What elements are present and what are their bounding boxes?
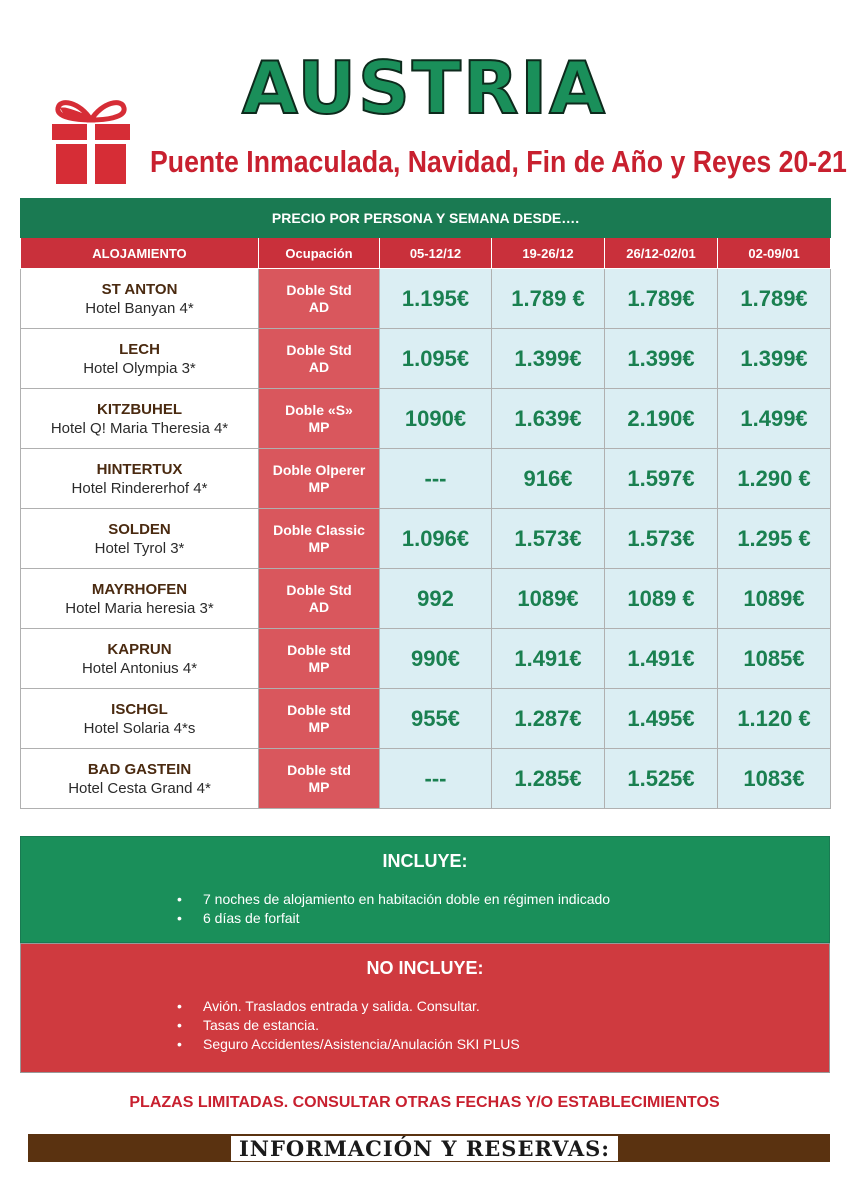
board-type: AD	[308, 358, 330, 375]
board-type: MP	[308, 538, 330, 555]
occupancy-cell	[259, 629, 380, 689]
price-cell: 2.190€	[605, 389, 718, 449]
includes-list	[21, 890, 829, 928]
price-cell: 1.597€	[605, 449, 718, 509]
room-type: Doble std	[287, 641, 351, 658]
destination-name: BAD GASTEIN	[87, 760, 192, 778]
column-header: ALOJAMIENTO	[21, 238, 259, 269]
hotel-cell	[21, 389, 259, 449]
occupancy-cell	[259, 509, 380, 569]
list-item: • 6 días de forfait	[203, 909, 829, 928]
hotel-cell	[21, 329, 259, 389]
price-table	[20, 198, 831, 809]
hotel-name: Hotel Banyan 4*	[85, 299, 194, 317]
destination-name: ISCHGL	[111, 700, 168, 718]
hotel-name: Hotel Q! Maria Theresia 4*	[50, 419, 229, 437]
table-row	[21, 449, 831, 509]
price-cell: 1.096€	[380, 509, 492, 569]
hotel-name: Hotel Cesta Grand 4*	[68, 779, 211, 797]
destination-name: SOLDEN	[108, 520, 171, 538]
page-title: AUSTRIA	[242, 46, 607, 130]
table-row	[21, 509, 831, 569]
hotel-cell	[21, 449, 259, 509]
price-cell: 1090€	[380, 389, 492, 449]
room-type: Doble Classic	[273, 521, 365, 538]
list-item: • Tasas de estancia.	[203, 1016, 829, 1035]
info-bar-label	[0, 1134, 849, 1162]
price-cell: 1083€	[718, 749, 831, 809]
destination-name: MAYRHOFEN	[91, 580, 188, 598]
hotel-name: Hotel Solaria 4*s	[83, 719, 196, 737]
board-type: AD	[308, 598, 330, 615]
price-cell: 1.287€	[492, 689, 605, 749]
table-row	[21, 749, 831, 809]
price-cell: 1089€	[718, 569, 831, 629]
table-row	[21, 269, 831, 329]
price-cell: ---	[380, 749, 492, 809]
room-type: Doble Std	[286, 341, 352, 358]
destination-name: KAPRUN	[107, 640, 172, 658]
excludes-list	[21, 997, 829, 1054]
hotel-name: Hotel Maria heresia 3*	[65, 599, 214, 617]
occupancy-cell	[259, 389, 380, 449]
occupancy-cell	[259, 329, 380, 389]
table-row	[21, 689, 831, 749]
room-type: Doble std	[287, 761, 351, 778]
column-header: 05-12/12	[380, 238, 492, 269]
table-row	[21, 569, 831, 629]
price-cell: 1.120 €	[718, 689, 831, 749]
price-cell: 1.495€	[605, 689, 718, 749]
destination-name: ST ANTON	[101, 280, 178, 298]
excludes-box	[20, 943, 830, 1073]
board-type: MP	[308, 718, 330, 735]
destination-name: HINTERTUX	[96, 460, 183, 478]
hotel-cell	[21, 689, 259, 749]
limited-places-note: PLAZAS LIMITADAS. CONSULTAR OTRAS FECHAS Y/O ESTABLECIMIENTOS	[129, 1094, 720, 1111]
board-type: MP	[308, 658, 330, 675]
page-subtitle: Puente Inmaculada, Navidad, Fin de Año y Reyes 20-21	[150, 144, 847, 179]
column-header: Ocupación	[259, 238, 380, 269]
hotel-name: Hotel Olympia 3*	[83, 359, 196, 377]
table-header-row	[21, 238, 831, 269]
price-cell: 1.399€	[492, 329, 605, 389]
room-type: Doble std	[287, 701, 351, 718]
price-cell: 1.789€	[718, 269, 831, 329]
price-cell: 1.573€	[492, 509, 605, 569]
price-cell: 1089€	[492, 569, 605, 629]
price-cell: 1089 €	[605, 569, 718, 629]
price-cell: 1085€	[718, 629, 831, 689]
price-cell: 1.525€	[605, 749, 718, 809]
price-cell: 1.290 €	[718, 449, 831, 509]
table-row	[21, 629, 831, 689]
table-banner: PRECIO POR PERSONA Y SEMANA DESDE….	[21, 199, 831, 238]
hotel-cell	[21, 629, 259, 689]
board-type: AD	[308, 298, 330, 315]
includes-box	[20, 836, 830, 943]
price-cell: ---	[380, 449, 492, 509]
occupancy-cell	[259, 449, 380, 509]
hotel-name: Hotel Tyrol 3*	[94, 539, 185, 557]
hotel-name: Hotel Antonius 4*	[81, 659, 198, 677]
room-type: Doble Olperer	[272, 461, 366, 478]
price-cell: 916€	[492, 449, 605, 509]
column-header: 26/12-02/01	[605, 238, 718, 269]
hotel-cell	[21, 569, 259, 629]
price-cell: 1.491€	[605, 629, 718, 689]
list-item: • Seguro Accidentes/Asistencia/Anulación SKI PLUS	[203, 1035, 829, 1054]
room-type: Doble Std	[286, 581, 352, 598]
board-type: MP	[308, 418, 330, 435]
price-cell: 992	[380, 569, 492, 629]
price-cell: 1.499€	[718, 389, 831, 449]
destination-name: LECH	[119, 340, 160, 358]
price-cell: 1.095€	[380, 329, 492, 389]
occupancy-cell	[259, 749, 380, 809]
price-cell: 1.573€	[605, 509, 718, 569]
destination-name: KITZBUHEL	[97, 400, 182, 418]
price-cell: 1.491€	[492, 629, 605, 689]
includes-heading: INCLUYE:	[382, 851, 468, 871]
price-cell: 1.295 €	[718, 509, 831, 569]
occupancy-cell	[259, 689, 380, 749]
price-cell: 1.285€	[492, 749, 605, 809]
price-cell: 955€	[380, 689, 492, 749]
price-cell: 990€	[380, 629, 492, 689]
table-row	[21, 329, 831, 389]
excludes-heading: NO INCLUYE:	[366, 958, 484, 978]
column-header: 19-26/12	[492, 238, 605, 269]
board-type: MP	[308, 778, 330, 795]
price-cell: 1.639€	[492, 389, 605, 449]
price-cell: 1.399€	[605, 329, 718, 389]
list-item: • 7 noches de alojamiento en habitación doble en régimen indicado	[203, 890, 829, 909]
hotel-cell	[21, 269, 259, 329]
room-type: Doble «S»	[285, 401, 353, 418]
occupancy-cell	[259, 569, 380, 629]
room-type: Doble Std	[286, 281, 352, 298]
price-cell: 1.789€	[605, 269, 718, 329]
hotel-name: Hotel Rindererhof 4*	[71, 479, 208, 497]
info-bar-text: INFORMACIÓN Y RESERVAS:	[231, 1136, 618, 1161]
board-type: MP	[308, 478, 330, 495]
table-row	[21, 389, 831, 449]
price-cell: 1.195€	[380, 269, 492, 329]
column-header: 02-09/01	[718, 238, 831, 269]
occupancy-cell	[259, 269, 380, 329]
hotel-cell	[21, 509, 259, 569]
price-cell: 1.789 €	[492, 269, 605, 329]
price-cell: 1.399€	[718, 329, 831, 389]
hotel-cell	[21, 749, 259, 809]
table-body	[21, 269, 831, 809]
gift-icon	[50, 98, 132, 186]
list-item: • Avión. Traslados entrada y salida. Consultar.	[203, 997, 829, 1016]
